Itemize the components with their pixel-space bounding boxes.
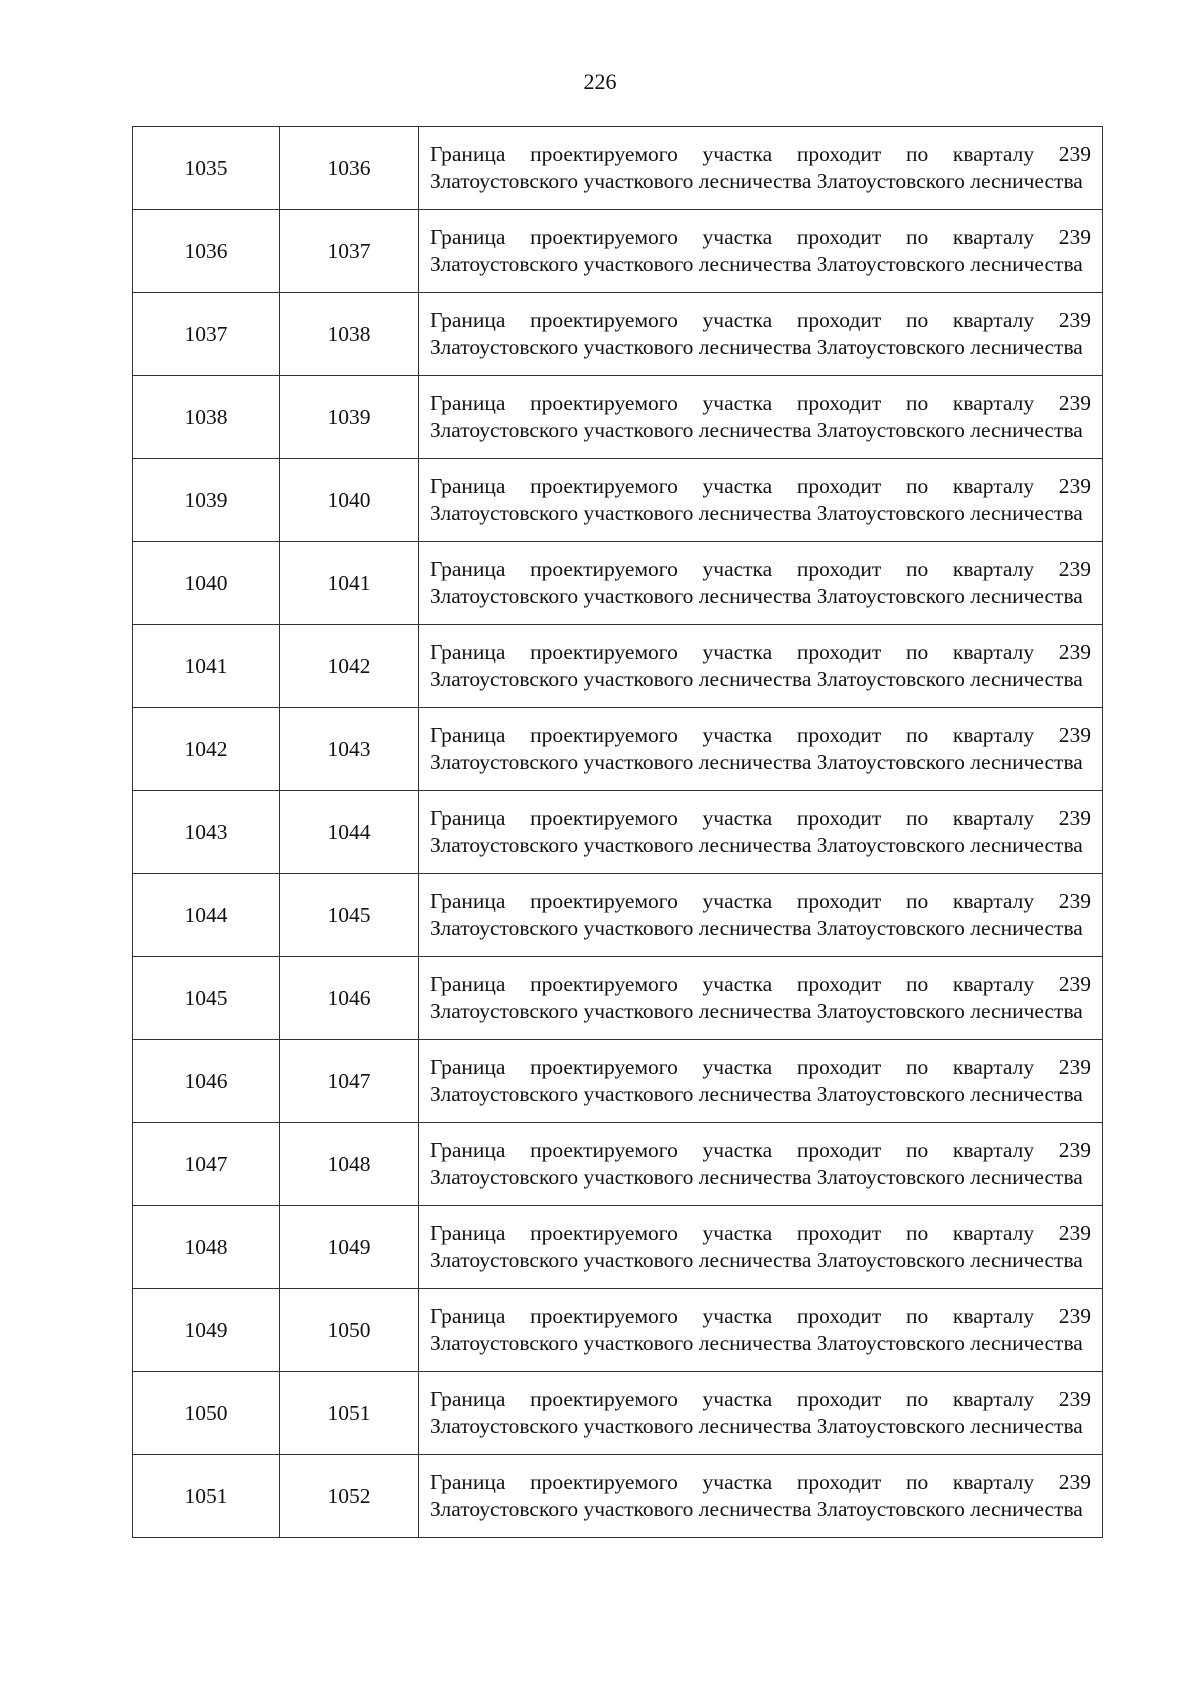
boundary-description-cell: Граница проектируемого участка проходит по кварталу 239 Златоустовского участкового лесничества Златоустовского лесничества (419, 459, 1103, 542)
point-from-cell: 1035 (133, 127, 280, 210)
boundary-description-cell: Граница проектируемого участка проходит по кварталу 239 Златоустовского участкового лесничества Златоустовского лесничества (419, 708, 1103, 791)
point-to-cell: 1046 (280, 957, 419, 1040)
boundary-description-cell: Граница проектируемого участка проходит по кварталу 239 Златоустовского участкового лесничества Златоустовского лесничества (419, 1455, 1103, 1538)
point-from-cell: 1040 (133, 542, 280, 625)
point-from-cell: 1038 (133, 376, 280, 459)
table-row (133, 1372, 1103, 1455)
table-row (133, 376, 1103, 459)
boundary-description-cell: Граница проектируемого участка проходит по кварталу 239 Златоустовского участкового лесничества Златоустовского лесничества (419, 874, 1103, 957)
point-from-cell: 1039 (133, 459, 280, 542)
point-to-cell: 1049 (280, 1206, 419, 1289)
point-to-cell: 1048 (280, 1123, 419, 1206)
point-to-cell: 1044 (280, 791, 419, 874)
point-to-cell: 1043 (280, 708, 419, 791)
point-from-cell: 1049 (133, 1289, 280, 1372)
boundary-description-cell: Граница проектируемого участка проходит по кварталу 239 Златоустовского участкового лесничества Златоустовского лесничества (419, 1289, 1103, 1372)
point-from-cell: 1043 (133, 791, 280, 874)
table-body (133, 127, 1103, 1538)
boundary-description-cell: Граница проектируемого участка проходит по кварталу 239 Златоустовского участкового лесничества Златоустовского лесничества (419, 791, 1103, 874)
point-from-cell: 1036 (133, 210, 280, 293)
table-row (133, 1455, 1103, 1538)
point-to-cell: 1036 (280, 127, 419, 210)
boundary-description-cell: Граница проектируемого участка проходит по кварталу 239 Златоустовского участкового лесничества Златоустовского лесничества (419, 127, 1103, 210)
point-to-cell: 1042 (280, 625, 419, 708)
point-from-cell: 1041 (133, 625, 280, 708)
boundary-description-cell: Граница проектируемого участка проходит по кварталу 239 Златоустовского участкового лесничества Златоустовского лесничества (419, 376, 1103, 459)
point-from-cell: 1037 (133, 293, 280, 376)
point-to-cell: 1038 (280, 293, 419, 376)
table-row (133, 1123, 1103, 1206)
point-from-cell: 1048 (133, 1206, 280, 1289)
point-from-cell: 1045 (133, 957, 280, 1040)
table-row (133, 1289, 1103, 1372)
point-to-cell: 1052 (280, 1455, 419, 1538)
point-from-cell: 1046 (133, 1040, 280, 1123)
point-from-cell: 1047 (133, 1123, 280, 1206)
boundary-description-cell: Граница проектируемого участка проходит по кварталу 239 Златоустовского участкового лесничества Златоустовского лесничества (419, 1040, 1103, 1123)
page-number: 226 (583, 69, 617, 94)
point-to-cell: 1041 (280, 542, 419, 625)
point-to-cell: 1037 (280, 210, 419, 293)
point-to-cell: 1039 (280, 376, 419, 459)
point-to-cell: 1051 (280, 1372, 419, 1455)
boundary-description-cell: Граница проектируемого участка проходит по кварталу 239 Златоустовского участкового лесничества Златоустовского лесничества (419, 210, 1103, 293)
boundary-description-cell: Граница проектируемого участка проходит по кварталу 239 Златоустовского участкового лесничества Златоустовского лесничества (419, 542, 1103, 625)
table-row (133, 874, 1103, 957)
table-row (133, 127, 1103, 210)
point-from-cell: 1044 (133, 874, 280, 957)
point-from-cell: 1051 (133, 1455, 280, 1538)
boundary-description-cell: Граница проектируемого участка проходит по кварталу 239 Златоустовского участкового лесничества Златоустовского лесничества (419, 1372, 1103, 1455)
table-row (133, 542, 1103, 625)
table-row (133, 459, 1103, 542)
table-row (133, 1206, 1103, 1289)
table-row (133, 210, 1103, 293)
point-to-cell: 1040 (280, 459, 419, 542)
boundary-description-cell: Граница проектируемого участка проходит по кварталу 239 Златоустовского участкового лесничества Златоустовского лесничества (419, 625, 1103, 708)
point-to-cell: 1047 (280, 1040, 419, 1123)
table-row (133, 791, 1103, 874)
boundary-description-cell: Граница проектируемого участка проходит по кварталу 239 Златоустовского участкового лесничества Златоустовского лесничества (419, 293, 1103, 376)
boundary-description-cell: Граница проектируемого участка проходит по кварталу 239 Златоустовского участкового лесничества Златоустовского лесничества (419, 1123, 1103, 1206)
point-from-cell: 1042 (133, 708, 280, 791)
boundary-description-cell: Граница проектируемого участка проходит по кварталу 239 Златоустовского участкового лесничества Златоустовского лесничества (419, 957, 1103, 1040)
point-to-cell: 1050 (280, 1289, 419, 1372)
table-row (133, 957, 1103, 1040)
table-row (133, 1040, 1103, 1123)
point-from-cell: 1050 (133, 1372, 280, 1455)
table-row (133, 625, 1103, 708)
boundary-description-cell: Граница проектируемого участка проходит по кварталу 239 Златоустовского участкового лесничества Златоустовского лесничества (419, 1206, 1103, 1289)
point-to-cell: 1045 (280, 874, 419, 957)
table-row (133, 293, 1103, 376)
boundary-table (132, 126, 1103, 1538)
table-row (133, 708, 1103, 791)
